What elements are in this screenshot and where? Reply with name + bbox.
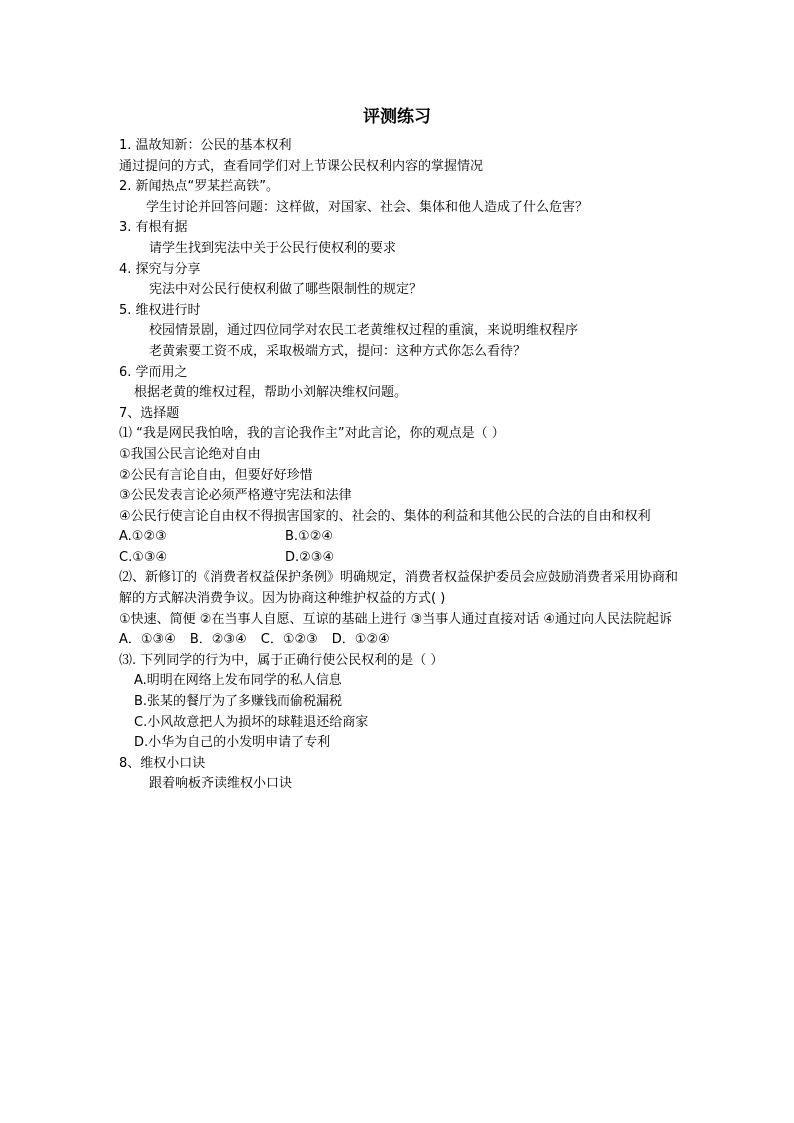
q1-item-4: ④公民行使言论自由权不得损害国家的、社会的、集体的利益和其他公民的合法的自由和权利 (119, 508, 651, 524)
section-2-heading: 2. 新闻热点“罗某拦高铁”。 (119, 179, 280, 195)
q3-option-c: C.小风故意把人为损坏的球鞋退还给商家 (134, 714, 369, 730)
q2-items: ①快速、简便 ②在当事人自愿、互谅的基础上进行 ③当事人通过直接对话 ④通过向人民法院起诉 (119, 611, 673, 627)
q2-option-b: B．②③④ (189, 632, 247, 648)
q3-option-b: B.张某的餐厅为了多赚钱而偷税漏税 (134, 694, 343, 710)
final-body: 跟着响板齐读维权小口诀 (149, 776, 293, 792)
q3-option-d: D.小华为自己的小发明申请了专利 (134, 735, 331, 751)
choice-heading: 7、选择题 (119, 405, 180, 421)
section-5-body-2: 老黄索要工资不成，采取极端方式，提问：这种方式你怎么看待？ (149, 343, 527, 359)
section-4-heading: 4. 探究与分享 (119, 261, 201, 277)
q3-option-a: A.明明在网络上发布同学的私人信息 (134, 673, 342, 689)
q1-stem: ⑴ “我是网民我怕啥，我的言论我作主”对此言论，你的观点是（ ） (119, 426, 505, 442)
q1-option-b: B.①②④ (285, 529, 334, 545)
section-3-heading: 3. 有根有据 (119, 220, 188, 236)
q3-stem: ⑶. 下列同学的行为中，属于正确行使公民权利的是（ ） (119, 652, 444, 668)
q1-option-d: D.②③④ (285, 549, 335, 565)
q2-stem: ⑵、新修订的《消费者权益保护条例》明确规定，消费者权益保护委员会应鼓励消费者采用协商和解的方式解决消费争议。因为协商这种维护权益的方式( ) (119, 570, 679, 607)
q2-option-c: C．①②③ (260, 632, 318, 648)
q1-options-row-2 (119, 548, 689, 569)
section-5-heading: 5. 维权进行时 (119, 302, 201, 318)
section-6-heading: 6. 学而用之 (119, 364, 188, 380)
q1-option-a: A.①②③ (119, 529, 167, 545)
q2-option-a: A．①③④ (119, 632, 176, 648)
q1-item-2: ②公民有言论自由，但要好好珍惜 (119, 467, 313, 483)
final-heading: 8、维权小口诀 (119, 755, 206, 771)
q1-option-c: C.①③④ (119, 549, 168, 565)
section-6-body: 根据老黄的维权过程，帮助小刘解决维权问题。 (134, 385, 408, 401)
section-1-body: 通过提问的方式，查看同学们对上节课公民权利内容的掌握情况 (119, 158, 484, 174)
q1-item-1: ①我国公民言论绝对自由 (119, 446, 261, 462)
section-1-heading: 1. 温故知新：公民的基本权利 (119, 138, 292, 153)
q1-options-row-1 (119, 527, 689, 548)
section-4-body: 宪法中对公民行使权利做了哪些限制性的规定？ (149, 282, 423, 298)
section-5-body: 校园情景剧，通过四位同学对农民工老黄维权过程的重演，来说明维权程序 (149, 323, 579, 339)
section-3-body: 请学生找到宪法中关于公民行使权利的要求 (149, 240, 397, 256)
page-title: 评测练习 (363, 107, 431, 127)
document-body (119, 136, 689, 795)
q2-option-d: D．①②④ (331, 632, 390, 648)
q2-options (119, 630, 689, 651)
section-2-body: 学生讨论并回答问题：这样做，对国家、社会、集体和他人造成了什么危害？ (146, 199, 589, 215)
q1-item-3: ③公民发表言论必须严格遵守宪法和法律 (119, 488, 352, 504)
